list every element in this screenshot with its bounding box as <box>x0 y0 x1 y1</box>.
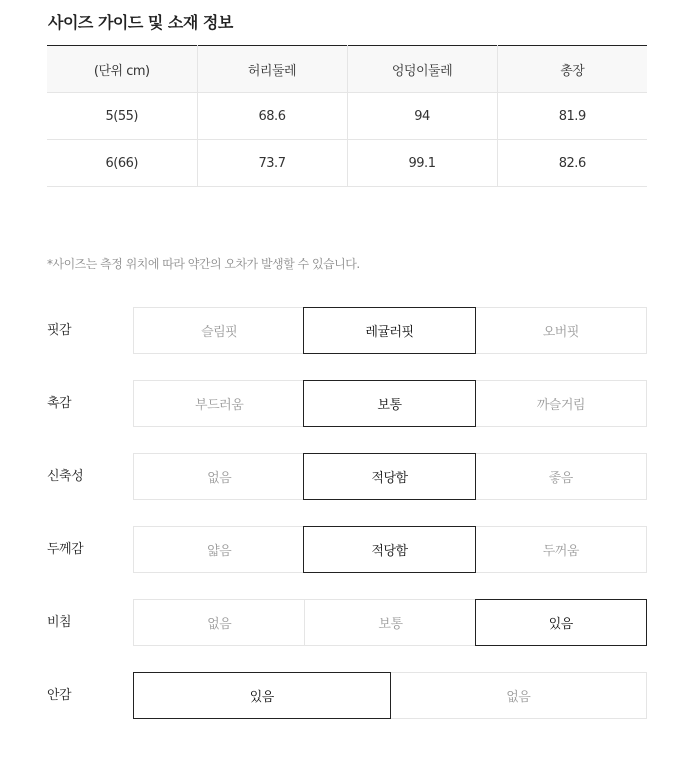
option-regular-fit: 레귤러핏 <box>303 307 475 354</box>
length-cell: 81.9 <box>497 93 647 140</box>
table-row <box>47 140 647 187</box>
hip-cell: 94 <box>347 93 497 140</box>
attribute-label: 핏감 <box>47 323 72 338</box>
attribute-options <box>133 307 647 354</box>
option-none: 없음 <box>207 471 232 486</box>
attribute-label: 두께감 <box>47 542 84 557</box>
option-over-fit: 오버핏 <box>475 308 646 353</box>
option-moderate: 적당함 <box>303 453 475 500</box>
attribute-row-fit <box>47 307 647 354</box>
attribute-row-touch <box>47 380 647 427</box>
attribute-label: 비침 <box>47 615 72 630</box>
attribute-options <box>133 526 647 573</box>
attribute-options <box>133 453 647 500</box>
attribute-row-sheerness <box>47 599 647 646</box>
option-yes: 있음 <box>475 599 647 646</box>
attribute-label: 촉감 <box>47 396 72 411</box>
length-cell: 82.6 <box>497 140 647 187</box>
size-cell: 5(55) <box>47 93 197 140</box>
size-table-header-row <box>47 46 647 93</box>
attribute-label: 안감 <box>47 688 72 703</box>
option-thick: 두꺼움 <box>475 527 646 572</box>
size-table <box>47 45 647 187</box>
option-yes: 있음 <box>133 672 391 719</box>
attribute-options <box>133 599 647 646</box>
hip-cell: 99.1 <box>347 140 497 187</box>
option-good: 좋음 <box>475 454 646 499</box>
attribute-row-stretch <box>47 453 647 500</box>
option-none: 없음 <box>390 673 647 718</box>
option-normal: 보통 <box>304 600 475 645</box>
size-cell: 6(66) <box>47 140 197 187</box>
size-table-header-hip: 엉덩이둘레 <box>347 46 497 93</box>
attribute-label: 신축성 <box>47 469 84 484</box>
option-thin: 얇음 <box>207 544 232 559</box>
table-row <box>47 93 647 140</box>
page-title: 사이즈 가이드 및 소재 정보 <box>48 13 233 32</box>
option-normal: 보통 <box>303 380 475 427</box>
size-table-header-waist: 허리둘레 <box>197 46 347 93</box>
attribute-row-thickness <box>47 526 647 573</box>
waist-cell: 73.7 <box>197 140 347 187</box>
attribute-options <box>133 380 647 427</box>
option-moderate: 적당함 <box>303 526 475 573</box>
option-none: 없음 <box>207 617 232 632</box>
option-rough: 까슬거림 <box>475 381 646 426</box>
option-soft: 부드러움 <box>195 398 244 413</box>
size-table-header-unit: (단위 cm) <box>47 46 197 93</box>
attribute-options <box>133 672 647 719</box>
option-slim-fit: 슬림핏 <box>201 325 238 340</box>
size-disclaimer-note: *사이즈는 측정 위치에 따라 약간의 오차가 발생할 수 있습니다. <box>47 257 360 271</box>
size-table-header-length: 총장 <box>497 46 647 93</box>
waist-cell: 68.6 <box>197 93 347 140</box>
attribute-row-lining <box>47 672 647 719</box>
